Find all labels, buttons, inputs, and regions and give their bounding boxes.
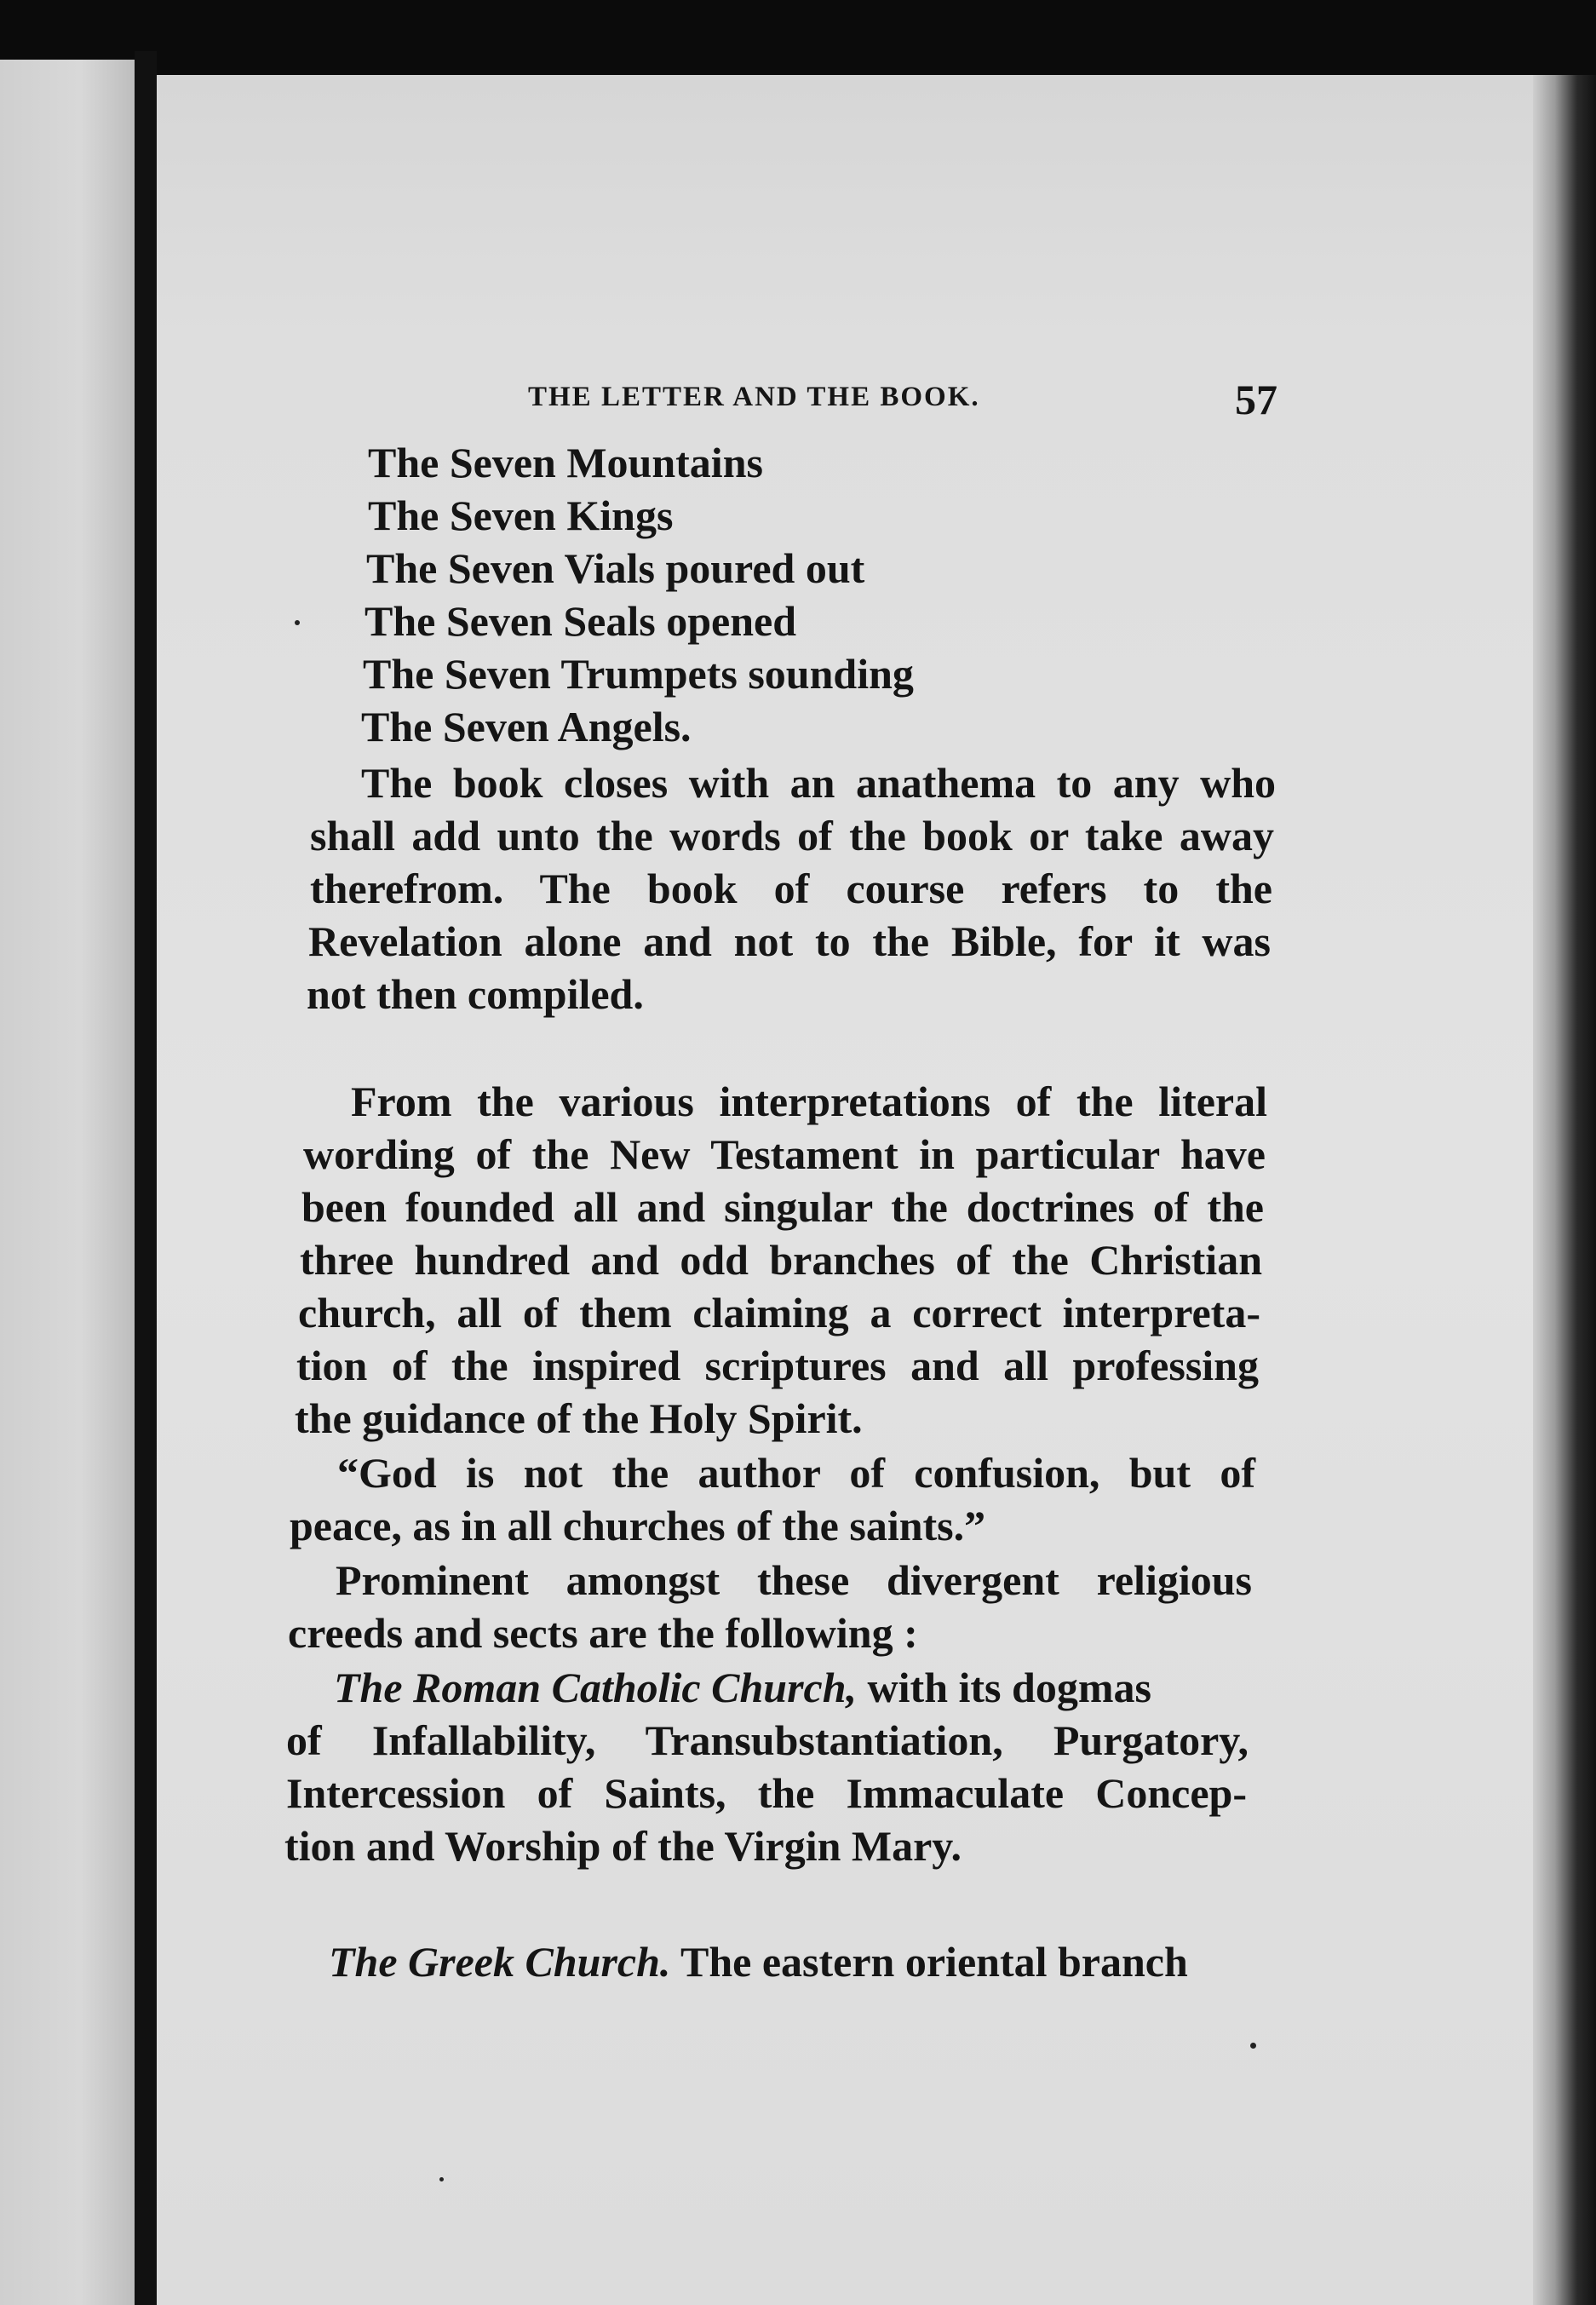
paragraph-line: wording of the New Testament in particular have — [303, 1130, 1266, 1178]
paragraph-line: The book closes with an anathema to any who — [361, 759, 1276, 807]
paragraph-line: creeds and sects are the following : — [288, 1609, 918, 1657]
paragraph-line: shall add unto the words of the book or take away — [310, 812, 1274, 859]
speck — [439, 2177, 444, 2181]
greek-church-title: The Greek Church. — [329, 1938, 671, 1986]
binding-gutter — [135, 51, 157, 2305]
paragraph-line: three hundred and odd branches of the Christian — [300, 1236, 1262, 1284]
facing-page-edge — [0, 60, 135, 2305]
speck — [1250, 2043, 1256, 2049]
paragraph-line: Prominent amongst these divergent religious — [336, 1556, 1252, 1604]
paragraph-line: not then compiled. — [307, 970, 644, 1018]
quote-line: “God is not the author of confusion, but of — [337, 1449, 1255, 1497]
roman-catholic-line — [334, 1666, 1250, 1709]
page-right-edge — [1533, 75, 1596, 2305]
list-item: The Seven Seals opened — [365, 597, 797, 645]
paragraph-line: tion of the inspired scriptures and all professing — [296, 1342, 1259, 1389]
quote-line: peace, as in all churches of the saints.” — [290, 1502, 986, 1549]
paragraph-line: therefrom. The book of course refers to the — [310, 865, 1272, 912]
list-item: The Seven Kings — [368, 491, 674, 539]
roman-catholic-title: The Roman Catholic Church, — [334, 1664, 858, 1711]
list-item: The Seven Trumpets sounding — [363, 650, 914, 698]
paragraph-line: been founded all and singular the doctrines of the — [301, 1183, 1264, 1231]
page-number: 57 — [1235, 376, 1277, 423]
greek-church-rest: The eastern oriental branch — [670, 1938, 1188, 1986]
paragraph-line: church, all of them claiming a correct interpreta- — [298, 1289, 1260, 1336]
paragraph-line: Revelation alone and not to the Bible, for it was — [308, 917, 1271, 965]
paragraph-line: Intercession of Saints, the Immaculate Concep- — [286, 1769, 1247, 1817]
paragraph-line: tion and Worship of the Virgin Mary. — [284, 1822, 962, 1870]
roman-catholic-rest: with its dogmas — [857, 1664, 1151, 1711]
running-title: THE LETTER AND THE BOOK. — [528, 382, 980, 412]
paragraph-line: of Infallability, Transubstantiation, Purgatory, — [286, 1716, 1249, 1764]
paragraph-line: From the various interpretations of the literal — [351, 1078, 1267, 1125]
list-item: The Seven Angels. — [361, 703, 692, 750]
list-item: The Seven Mountains — [368, 439, 763, 486]
list-item: The Seven Vials poured out — [366, 544, 865, 592]
paragraph-line: the guidance of the Holy Spirit. — [295, 1394, 863, 1442]
speck — [295, 620, 300, 625]
greek-church-line — [329, 1938, 1188, 1986]
